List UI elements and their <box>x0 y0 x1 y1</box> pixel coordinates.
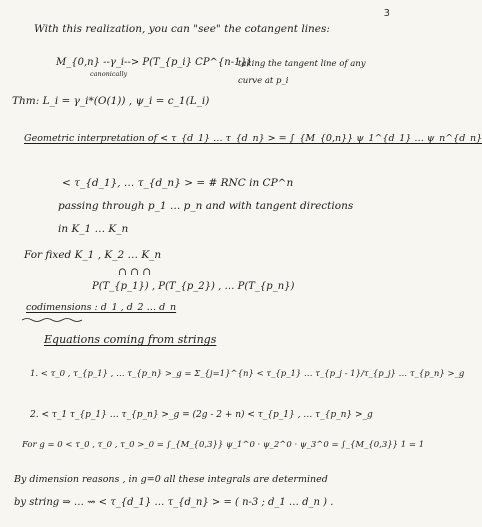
wavy-underline <box>22 317 82 323</box>
subset-line: ∩ ∩ ∩ <box>118 266 152 278</box>
projective-line: P(T_{p_1}) , P(T_{p_2}) , … P(T_{p_n}) <box>92 281 295 292</box>
genus-zero-line: For g = 0 < τ_0 , τ_0 , τ_0 >_0 = ∫_{M_{0,3}} ψ_1^0 · ψ_2^0 · ψ_3^0 = ∫_{M_{0,3}} 1 = 1 <box>22 440 425 450</box>
rnc-line: < τ_{d_1}, … τ_{d_n} > = # RNC in CP^n <box>62 177 294 189</box>
equation-2: 2. < τ_1 τ_{p_1} … τ_{p_n} >_g = (2g - 2 + n) < τ_{p_1} , … τ_{p_n} >_g <box>30 410 373 420</box>
tangent-line: in K_1 … K_n <box>58 223 129 235</box>
passing-line: passing through p_1 … p_n and with tangent directions <box>58 200 354 212</box>
map-note: taking the tangent line of any <box>238 59 366 69</box>
geometric-interpretation-line: Geometric interpretation of < τ_{d_1} … τ_{d_n} > = ∫_{M_{0,n}} ψ_1^{d_1} … ψ_n^{d_n} <box>24 133 482 144</box>
strings-heading: Equations coming from strings <box>44 333 217 346</box>
map-note-2: curve at p_i <box>238 76 289 86</box>
codimensions-line: codimensions : d_1 , d_2 … d_n <box>26 302 177 313</box>
map-line: M_{0,n} --γ_i--> P(T_{p_i} CP^{n-1}) <box>56 57 251 68</box>
theorem-line: Thm: L_i = γ_i*(O(1)) , ψ_i = c_1(L_i) <box>12 95 210 107</box>
fixed-line: For fixed K_1 , K_2 … K_n <box>24 249 162 261</box>
string-conclusion-line: by string ⇒ … ⇝ < τ_{d_1} … τ_{d_n} > = ( n-3 ; d_1 … d_n ) . <box>14 497 334 508</box>
dimension-line: By dimension reasons , in g=0 all these integrals are determined <box>14 474 328 485</box>
equation-1: 1. < τ_0 , τ_{p_1} , … τ_{p_n} >_g = Σ_{j=1}^{n} < τ_{p_1} … τ_{p_j - 1}/τ_{p_j} … τ_{p_n} >_g <box>30 369 465 379</box>
intro-line: With this realization, you can "see" the cotangent lines: <box>34 23 330 35</box>
page-number: 3 <box>383 8 390 19</box>
map-label: canonically <box>90 70 128 78</box>
